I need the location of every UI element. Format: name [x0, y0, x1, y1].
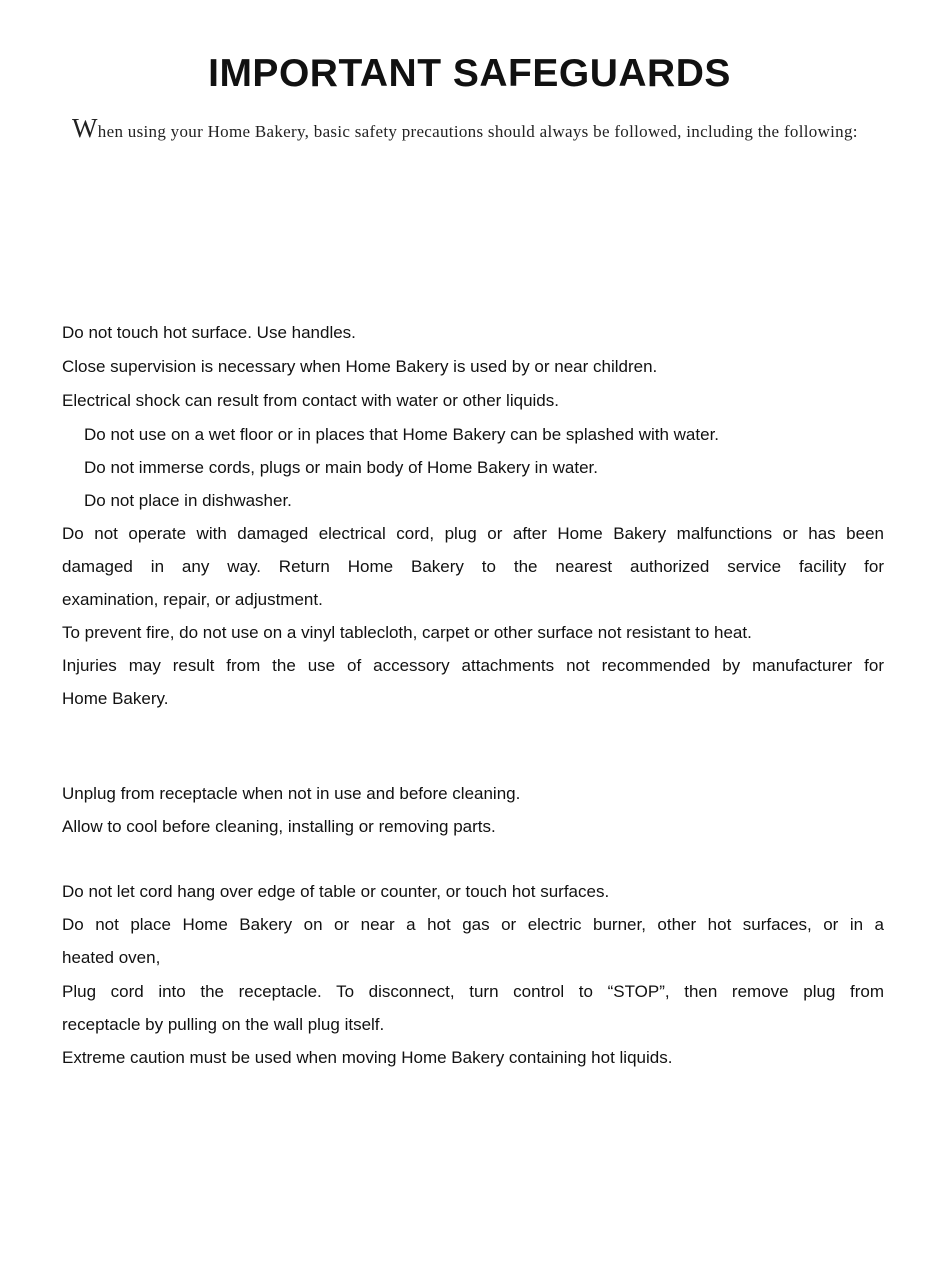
safeguard-line: Do not touch hot surface. Use handles.: [62, 323, 356, 342]
page-title: IMPORTANT SAFEGUARDS: [208, 52, 731, 95]
safeguard-line: Plug cord into the receptacle. To disconnect, turn control to “STOP”, then remove plug from: [62, 982, 884, 1001]
safeguard-line: Do not operate with damaged electrical cord, plug or after Home Bakery malfunctions or has been: [62, 524, 884, 543]
safeguard-line: Electrical shock can result from contact with water or other liquids.: [62, 391, 559, 410]
safeguard-line: heated oven,: [62, 948, 161, 967]
safeguard-line: examination, repair, or adjustment.: [62, 590, 323, 609]
safeguard-line: Do not let cord hang over edge of table or counter, or touch hot surfaces.: [62, 882, 610, 901]
safeguard-line: Unplug from receptacle when not in use and before cleaning.: [62, 784, 521, 803]
safeguard-line: Home Bakery.: [62, 689, 169, 708]
safeguard-line: Injuries may result from the use of accessory attachments not recommended by manufacturer for: [62, 656, 884, 675]
safeguard-line: damaged in any way. Return Home Bakery to the nearest authorized service facility for: [62, 557, 884, 576]
safeguard-subline: Do not place in dishwasher.: [84, 491, 292, 510]
safeguard-line: receptacle by pulling on the wall plug itself.: [62, 1015, 385, 1034]
safeguard-subline: Do not use on a wet floor or in places that Home Bakery can be splashed with water.: [84, 425, 720, 444]
safeguard-line: Close supervision is necessary when Home Bakery is used by or near children.: [62, 357, 658, 376]
intro-text: hen using your Home Bakery, basic safety precautions should always be followed, including the following:: [97, 122, 858, 141]
intro-drop-cap: W: [72, 113, 98, 143]
intro-paragraph: [72, 113, 862, 144]
safeguard-line: Do not place Home Bakery on or near a hot gas or electric burner, other hot surfaces, or in a: [62, 915, 884, 934]
safeguard-subline: Do not immerse cords, plugs or main body of Home Bakery in water.: [84, 458, 598, 477]
safeguard-line: To prevent fire, do not use on a vinyl tablecloth, carpet or other surface not resistant to heat.: [62, 623, 752, 642]
safeguard-line: Extreme caution must be used when moving Home Bakery containing hot liquids.: [62, 1048, 673, 1067]
safeguard-line: Allow to cool before cleaning, installing or removing parts.: [62, 817, 496, 836]
